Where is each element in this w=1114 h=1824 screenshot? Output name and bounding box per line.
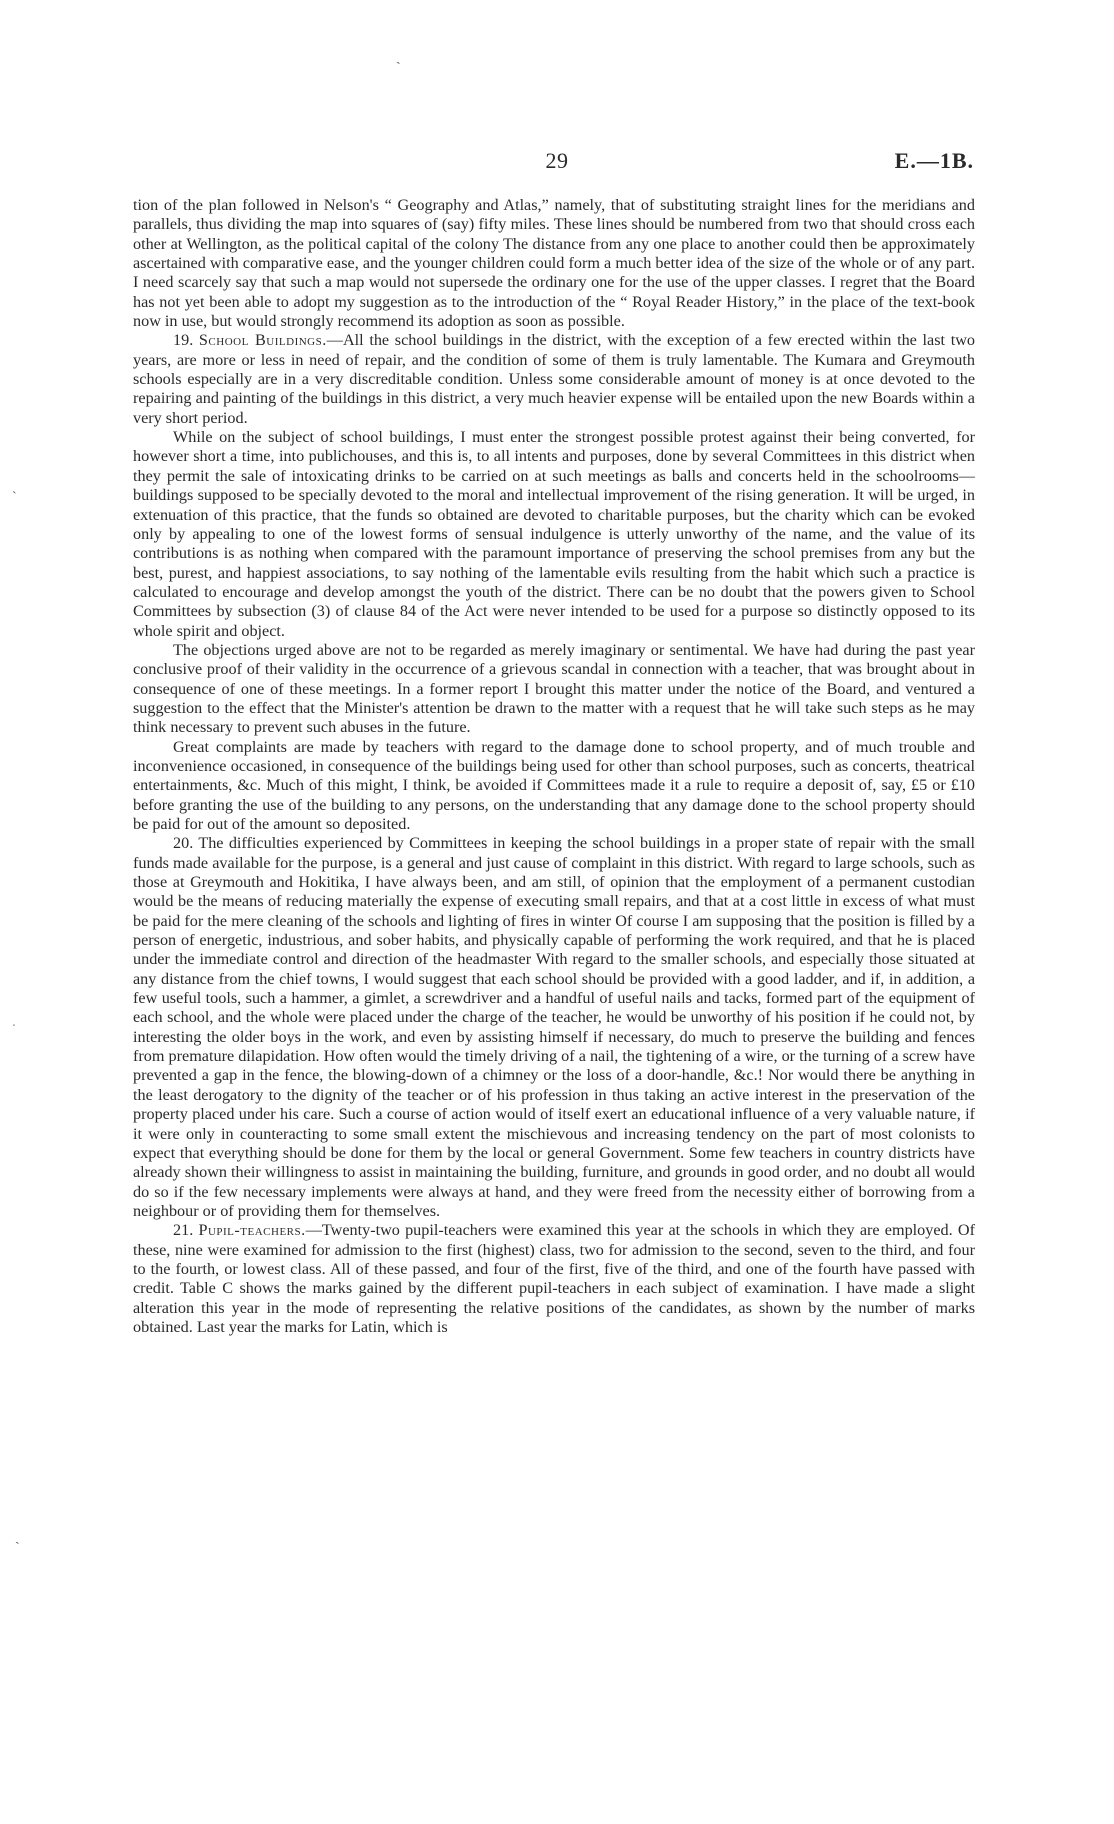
- paragraph-text: tion of the plan followed in Nelson's “ Geography and Atlas,” namely, that of substituting straight lines for the meridians and parallels, thus dividing the map into squares of (say) fifty miles. These lines should be numbered from two that should cross each other at Wellington, as the political capital of the colony The distance from any one place to another could then be approximately ascertained with comparative ease, and the younger children could form a much better idea of the size of the whole or of any part. I need scarcely say that such a map would not supersede the ordinary one for the use of the upper classes. I regret that the Board has not yet been able to adopt my suggestion as to the introduction of the “ Royal Reader History,” in the place of the text-book now in use, but would strongly recommend its adoption as soon as possible.: [133, 196, 975, 331]
- paragraph: [133, 428, 975, 641]
- paragraph-text: The objections urged above are not to be regarded as merely imaginary or sentimental. We have had during the past year conclusive proof of their validity in the occurrence of a grievous scandal in connection with a teacher, that was brought about in consequence of one of these meetings. In a former report I brought this matter under the notice of the Board, and ventured a suggestion to the effect that the Minister's attention be drawn to the matter with a request that he will take such steps as he may think necessary to prevent such abuses in the future.: [133, 640, 975, 737]
- margin-mark: ˋ: [12, 490, 17, 505]
- document-reference: E.—1B.: [894, 148, 974, 173]
- document-body: [133, 196, 975, 1337]
- section-heading: School Buildings.: [198, 331, 327, 350]
- paragraph: [133, 641, 975, 738]
- paragraph: [133, 738, 975, 835]
- section-number: 19.: [173, 331, 194, 350]
- section-heading: Pupil-teachers.: [198, 1221, 306, 1240]
- page-number: 29: [545, 148, 569, 173]
- paragraph-text: —Twenty-two pupil-teachers were examined this year at the schools in which they are employed. Of these, nine were examined for admission to the first (highest) class, two for admission to the second, seven to the third, and four to the fourth, or lowest class. All of these passed, and four of the first, five of the third, and one of the fourth have passed with credit. Table C shows the marks gained by the different pupil-teachers in each subject of examination. I have made a slight alteration this year in the mode of representing the relative positions of the candidates, as shown by the number of marks obtained. Last year the marks for Latin, which is: [133, 1221, 975, 1336]
- margin-mark: ˑ: [12, 1020, 16, 1035]
- section-number: 20.: [173, 834, 194, 853]
- paragraph-text: —All the school buildings in the district, with the exception of a few erected within the last two years, are more or less in need of repair, and the condition of some of them is truly lamentable. The Kumara and Greymouth schools especially are in a very discreditable condition. Unless some considerable amount of money is at once devoted to the repairing and painting of the buildings in this district, a very much heavier expense will be entailed upon the new Boards within a very short period.: [133, 331, 975, 427]
- paragraph: [133, 196, 975, 331]
- paragraph: [133, 834, 975, 1221]
- paragraph-text: The difficulties experienced by Committees in keeping the school buildings in a proper state of repair with the small funds made available for the purpose, is a general and just cause of complaint in this district. With regard to large schools, such as those at Greymouth and Hokitika, I have always been, and am still, of opinion that the employment of a permanent custodian would be the means of reducing materially the expense of executing small repairs, and that at a cost little in excess of what must be paid for the mere cleaning of the schools and lighting of fires in winter Of course I am supposing that the position is filled by a person of energetic, industrious, and sober habits, and physically capable of performing the work required, and that he is placed under the immediate control and direction of the headmaster With regard to the smaller schools, and especially those situated at any distance from the chief towns, I would suggest that each school should be provided with a good ladder, and if, in addition, a few useful tools, such a hammer, a gimlet, a screwdriver and a handful of useful nails and tacks, formed part of the equipment of each school, and the whole were placed under the charge of the teacher, he would be unworthy of his position if he could not, by interesting the older boys in the work, and even by assisting himself if necessary, do much to preserve the building and fences from premature dilapidation. How often would the timely driving of a nail, the tightening of a wire, or the turning of a screw have prevented a gap in the fence, the blowing-down of a chimney or the loss of a door-handle, &c.! Nor would there be anything in the least derogatory to the dignity of the teacher or of his profession in thus taking an active interest in the preservation of the property placed under his care. Such a course of action would of itself exert an educational influence of a very valuable nature, if it were only in counteracting to some small extent the mischievous and increasing tendency on the part of most colonists to expect that everything should be done for them by the local or general Government. Some few teachers in country districts have already shown their willingness to assist in maintaining the building, furniture, and grounds in good order, and no doubt all would do so if the few necessary implements were always at hand, and they were freed from the necessity either of borrowing from a neighbour or of providing them for themselves.: [133, 834, 975, 1220]
- paragraph-text: While on the subject of school buildings, I must enter the strongest possible protest against their being converted, for however short a time, into publichouses, and this is, to all intents and purposes, done by several Committees in this district when they permit the sale of intoxicating drinks to be carried on at such meetings as balls and concerts held in the schoolrooms—buildings supposed to be specially devoted to the moral and intellectual improvement of the rising generation. It will be urged, in extenuation of this practice, that the funds so obtained are devoted to charitable purposes, but the charity which can be evoked only by appealing to one of the lowest forms of sensual indulgence is utterly unworthy of the name, and the value of its contributions is as nothing when compared with the paramount importance of preserving the school premises from any but the best, purest, and happiest associations, to say nothing of the lamentable evils resulting from the habit which such a practice is calculated to encourage and develop amongst the youth of the district. There can be no doubt that the powers given to School Committees by subsection (3) of clause 84 of the Act were never intended to be used for a purpose so distinctly opposed to its whole spirit and object.: [133, 428, 975, 640]
- paragraph-text: Great complaints are made by teachers with regard to the damage done to school property, and of much trouble and inconvenience occasioned, in consequence of the buildings being used for other than school purposes, such as concerts, theatrical entertainments, &c. Much of this might, I think, be avoided if Committees made it a rule to require a deposit of, say, £5 or £10 before granting the use of the building to any persons, on the understanding that any damage done to the school property should be paid for out of the amount so deposited.: [133, 737, 975, 833]
- section-number: 21.: [173, 1221, 194, 1240]
- margin-mark: ˎ: [15, 1530, 20, 1545]
- paragraph: [133, 331, 975, 428]
- margin-mark: ˎ: [396, 50, 401, 65]
- paragraph: [133, 1221, 975, 1337]
